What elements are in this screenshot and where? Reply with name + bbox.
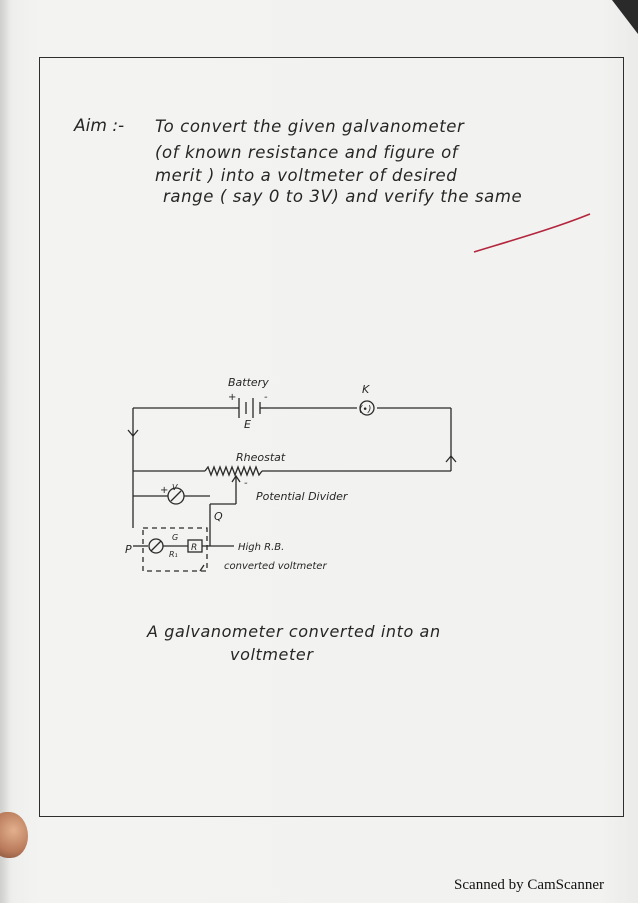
battery-plus: + xyxy=(228,392,237,403)
label-key: K xyxy=(362,383,370,396)
key-symbol: (•) xyxy=(359,405,372,415)
label-galv-r1: R₁ xyxy=(169,550,178,559)
voltmeter-plus: + xyxy=(160,485,169,496)
label-voltmeter-v: V xyxy=(172,483,178,492)
aim-line-2: (of known resistance and figure of xyxy=(155,143,459,162)
battery-minus: - xyxy=(264,392,268,403)
aim-line-4: range ( say 0 to 3V) and verify the same xyxy=(163,187,523,206)
label-high-rb: High R.B. xyxy=(238,542,285,553)
red-underline-stroke xyxy=(474,214,590,252)
rheostat-coil xyxy=(205,467,262,475)
scanner-watermark: Scanned by CamScanner xyxy=(454,877,604,893)
caption-line-1: A galvanometer converted into an xyxy=(147,622,441,641)
label-battery: Battery xyxy=(228,376,269,389)
label-potential-divider: Potential Divider xyxy=(256,490,348,503)
aim-line-3: merit ) into a voltmeter of desired xyxy=(155,166,458,185)
label-galv-g: G xyxy=(172,533,179,542)
label-converted-voltmeter: converted voltmeter xyxy=(224,561,327,572)
caption-line-2: voltmeter xyxy=(230,645,314,664)
label-emf: E xyxy=(244,418,251,431)
label-point-q: Q xyxy=(214,510,223,523)
label-resistor-r: R xyxy=(191,543,198,553)
converted-pointer xyxy=(200,565,204,571)
label-point-p: P xyxy=(125,543,132,556)
aim-line-1: To convert the given galvanometer xyxy=(155,117,465,136)
aim-label: Aim :- xyxy=(74,116,125,136)
slider-minus: - xyxy=(244,478,248,489)
label-rheostat: Rheostat xyxy=(236,451,286,464)
